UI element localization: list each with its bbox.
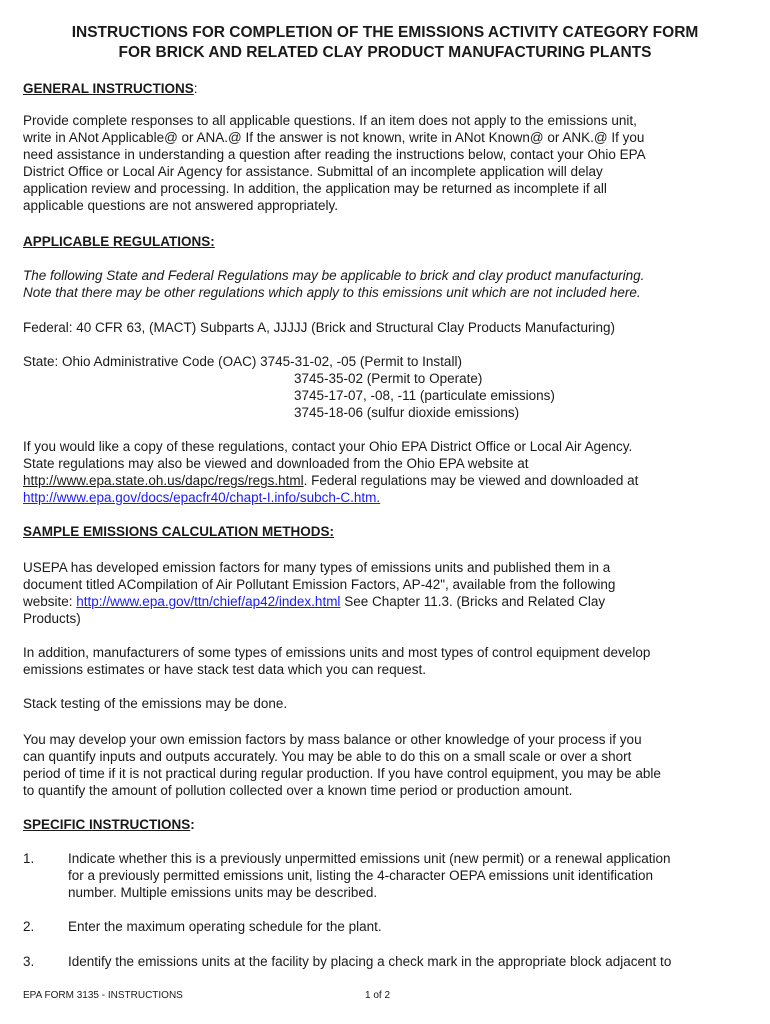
text-line: USEPA has developed emission factors for many types of emissions units and published them in a bbox=[23, 560, 611, 575]
footer-page-number: 1 of 2 bbox=[365, 990, 391, 1001]
item-number: 3. bbox=[23, 954, 35, 969]
state-item: 3745-17-07, -08, -11 (particulate emissions) bbox=[294, 388, 555, 403]
text-line: Enter the maximum operating schedule for the plant. bbox=[68, 919, 382, 934]
text-line: application review and processing. In addition, the application may be returned as incomplete if all bbox=[23, 181, 607, 196]
document-title-line-1: INSTRUCTIONS FOR COMPLETION OF THE EMISSIONS ACTIVITY CATEGORY FORM bbox=[71, 24, 699, 41]
heading-text: SPECIFIC INSTRUCTIONS bbox=[23, 817, 191, 832]
text-line: applicable questions are not answered appropriately. bbox=[23, 198, 338, 213]
general-instructions-heading bbox=[23, 80, 753, 97]
usepa-lines bbox=[23, 559, 753, 593]
text-line: document titled ACompilation of Air Pollutant Emission Factors, AP-42", available from the following bbox=[23, 577, 616, 592]
text-line: State regulations may also be viewed and downloaded from the Ohio EPA website at bbox=[23, 456, 529, 471]
text-line: Indicate whether this is a previously unpermitted emissions unit (new permit) or a renewal application bbox=[68, 851, 671, 866]
chapter-text: See Chapter 11.3. (Bricks and Related Clay bbox=[344, 594, 606, 609]
applicable-regulations-heading: APPLICABLE REGULATIONS: bbox=[23, 234, 215, 249]
text-line: number. Multiple emissions units may be described. bbox=[68, 885, 378, 900]
text-line: to quantify the amount of pollution collected over a known time period or production amount. bbox=[23, 783, 573, 798]
website-label: website: bbox=[23, 594, 77, 609]
state-item: 3745-35-02 (Permit to Operate) bbox=[294, 371, 483, 386]
general-instructions-paragraph bbox=[23, 112, 753, 214]
products-text: Products) bbox=[23, 611, 81, 626]
regulations-copy-paragraph bbox=[23, 438, 753, 506]
federal-regulation: Federal: 40 CFR 63, (MACT) Subparts A, JJJJJ (Brick and Structural Clay Products Manufacturing) bbox=[23, 320, 615, 335]
heading-colon: : bbox=[193, 81, 198, 96]
instruction-item-2 bbox=[68, 918, 758, 935]
federal-regulations-link[interactable]: http://www.epa.gov/docs/epacfr40/chapt-I.info/subch-C.htm. bbox=[23, 490, 381, 505]
text-line: Identify the emissions units at the facility by placing a check mark in the appropriate block adjacent to bbox=[68, 954, 672, 969]
heading-colon: : bbox=[190, 817, 195, 832]
heading-text: GENERAL INSTRUCTIONS bbox=[23, 81, 194, 96]
text-line: period of time if it is not practical during regular production. If you have control equipment, you may be able bbox=[23, 766, 661, 781]
instruction-item-1 bbox=[68, 850, 758, 901]
state-regulations-link[interactable]: http://www.epa.state.oh.us/dapc/regs/regs.html bbox=[23, 473, 304, 488]
text-line: write in ANot Applicable@ or ANA.@ If the answer is not known, write in ANot Known@ or ANK.@ If you bbox=[23, 130, 645, 145]
instruction-item-3 bbox=[68, 953, 758, 970]
text-line: District Office or Local Air Agency for assistance. Submittal of an incomplete application will delay bbox=[23, 164, 603, 179]
addition-paragraph bbox=[23, 644, 753, 678]
copy-lines bbox=[23, 438, 753, 472]
own-factors-paragraph bbox=[23, 731, 753, 799]
text-line: emissions estimates or have stack test data which you can request. bbox=[23, 662, 426, 677]
text-line: If you would like a copy of these regulations, contact your Ohio EPA District Office or Local Air Agency. bbox=[23, 439, 633, 454]
text-line: Note that there may be other regulations which apply to this emissions unit which are not included here. bbox=[23, 285, 641, 300]
footer-form-name: EPA FORM 3135 - INSTRUCTIONS bbox=[23, 990, 183, 1001]
sample-methods-heading: SAMPLE EMISSIONS CALCULATION METHODS: bbox=[23, 524, 335, 539]
state-item: 3745-31-02, -05 (Permit to Install) bbox=[260, 354, 462, 369]
state-regulations bbox=[23, 353, 753, 421]
item-number: 2. bbox=[23, 919, 35, 934]
usepa-paragraph bbox=[23, 559, 753, 627]
text-line: can quantify inputs and outputs accurately. You may be able to do this on a small scale or over a short bbox=[23, 749, 632, 764]
text-line: need assistance in understanding a question after reading the instructions below, contact your Ohio EPA bbox=[23, 147, 646, 162]
item-number: 1. bbox=[23, 851, 35, 866]
text-line: for a previously permitted emissions unit, listing the 4-character OEPA emissions unit identification bbox=[68, 868, 654, 883]
text-line: In addition, manufacturers of some types of emissions units and most types of control equipment develop bbox=[23, 645, 651, 660]
text-line: You may develop your own emission factors by mass balance or other knowledge of your process if you bbox=[23, 732, 642, 747]
state-item: 3745-18-06 (sulfur dioxide emissions) bbox=[294, 405, 520, 420]
state-label: State: Ohio Administrative Code (OAC) bbox=[23, 354, 261, 369]
ap42-link[interactable]: http://www.epa.gov/ttn/chief/ap42/index.html bbox=[76, 594, 341, 609]
text-line: The following State and Federal Regulations may be applicable to brick and clay product manufacturing. bbox=[23, 268, 645, 283]
regulations-note bbox=[23, 267, 753, 301]
document-title-line-2: FOR BRICK AND RELATED CLAY PRODUCT MANUFACTURING PLANTS bbox=[118, 44, 652, 61]
federal-text: . Federal regulations may be viewed and downloaded at bbox=[303, 473, 639, 488]
stack-testing-text: Stack testing of the emissions may be done. bbox=[23, 696, 288, 711]
text-line: Provide complete responses to all applicable questions. If an item does not apply to the emissions unit, bbox=[23, 113, 637, 128]
specific-instructions-heading bbox=[23, 816, 753, 833]
